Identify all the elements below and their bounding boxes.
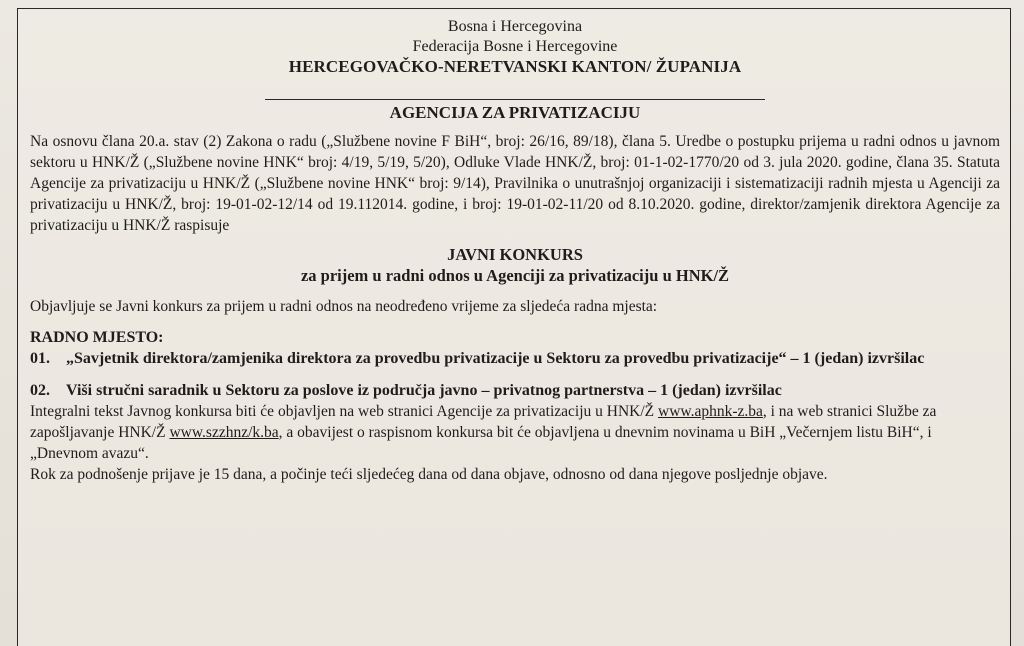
konkurs-title: JAVNI KONKURS — [447, 245, 583, 264]
federation-line: Federacija Bosne i Hercegovine — [412, 38, 618, 55]
announce-paragraph: Objavljuje se Javni konkurs za prijem u radni odnos na neodređeno vrijeme za sljedeća radna mjesta: — [30, 298, 658, 315]
issuer-header — [30, 17, 1000, 77]
publication-paragraph — [30, 401, 1000, 464]
publication-text: Integralni tekst Javnog konkursa biti će objavljen na web stranici Agencije za privatizaciju u HNK/Ž — [30, 403, 658, 420]
country-line: Bosna i Hercegovina — [447, 18, 583, 35]
position-number: 02. — [30, 382, 50, 399]
konkurs-title-block — [30, 244, 1000, 286]
position-item — [30, 380, 1000, 401]
publication-text: , a obavijest o raspisnom konkursa bit će objavljena u dnevnim novinama u BiH „Večernjem listu BiH“, i „Dnevnom avazu“. — [30, 424, 932, 462]
publication-text: , i na web stranici Službe za zapošljavanje HNK/Ž — [30, 403, 937, 441]
agency-website-link[interactable]: www.aphnk-z.ba — [658, 403, 763, 420]
agency-title: AGENCIJA ZA PRIVATIZACIJU — [389, 103, 641, 122]
job-announcement-box — [17, 8, 1011, 646]
position-text: „Savjetnik direktora/zamjenika direktora za provedbu privatizacije u Sektoru za provedbu privatizacije“ – 1 (jedan) izvršilac — [66, 350, 925, 367]
position-text: Viši stručni saradnik u Sektoru za poslove iz područja javno – privatnog partnerstva – 1 (jedan) izvršilac — [66, 382, 782, 399]
legal-basis-paragraph: Na osnovu člana 20.a. stav (2) Zakona o radu („Službene novine F BiH“, broj: 26/16, 89/18), člana 5. Uredbe o postupku prijema u radni odnos u javnom sektoru u HNK/Ž („Službene novine HNK“ broj: 4/19, 5/19, 5/20), Odluke Vlade HNK/Ž, broj: 01-1-02-1770/20 od 3. jula 2020. godine, člana 35. Statuta Agencije za privatizaciju u HNK/Ž („Službene novine HNK“ broj: 9/14), Pravilnika o unutrašnjoj organizaciji i sistematizaciji radnih mjesta u Agenciji za privatizaciju u HNK/Ž, broj: 19-01-02-12/14 od 19.112014. godine, i broj: 19-01-02-11/20 od 8.10.2020. godine, direktor/zamjenik direktora Agencije za privatizaciju u HNK/Ž raspisuje — [30, 133, 1000, 234]
canton-line: HERCEGOVAČKO-NERETVANSKI KANTON/ ŽUPANIJA — [288, 57, 742, 76]
position-number: 01. — [30, 350, 50, 367]
positions-heading: RADNO MJESTO: — [30, 329, 164, 346]
deadline-paragraph: Rok za podnošenje prijave je 15 dana, a počinje teći sljedećeg dana od dana objave, odnosno od dana njegove posljednje objave. — [30, 466, 828, 483]
employment-service-link[interactable]: www.szzhnz/k.ba — [169, 424, 279, 441]
konkurs-subtitle: za prijem u radni odnos u Agenciji za privatizaciju u HNK/Ž — [300, 266, 730, 285]
header-divider — [265, 99, 765, 100]
position-item — [30, 348, 1000, 369]
